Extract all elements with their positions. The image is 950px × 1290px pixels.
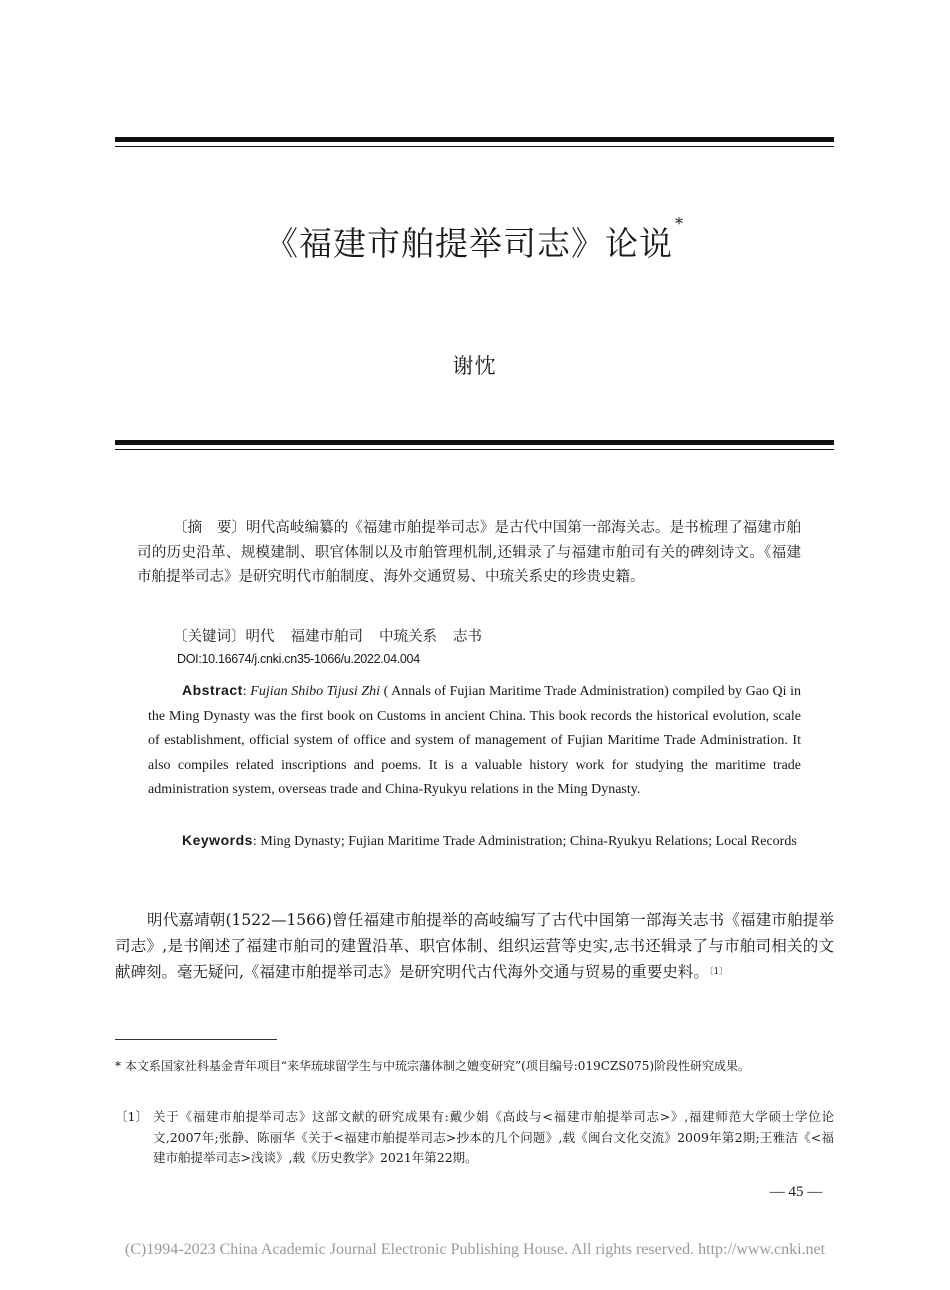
- keywords-en-text: Ming Dynasty; Fujian Maritime Trade Administration; China-Ryukyu Relations; Local Records: [260, 834, 797, 849]
- keywords-en: Keywords: Ming Dynasty; Fujian Maritime Trade Administration; China-Ryukyu Relations; Local Records: [182, 832, 797, 849]
- keyword-cn-item: 福建市舶司: [290, 629, 363, 645]
- divider-rule-thick: [115, 440, 834, 445]
- header-rule-thin: [115, 146, 834, 147]
- keyword-cn-item: 明代: [245, 629, 275, 645]
- footnote-ref-1[interactable]: 〔1〕: [708, 967, 729, 977]
- author-name: 谢忱: [452, 354, 497, 378]
- footnote-1-number: 〔1〕: [115, 1109, 148, 1124]
- keyword-cn-item: 中琉关系: [379, 629, 437, 645]
- header-rule-thick: [115, 137, 834, 142]
- doi-text[interactable]: DOI:10.16674/j.cnki.cn35-1066/u.2022.04.004: [177, 652, 420, 666]
- footnote-funding: * 本文系国家社科基金青年项目“来华琉球留学生与中琉宗藩体制之嬗变研究”(项目编号:019CZS075)阶段性研究成果。: [115, 1059, 751, 1073]
- article-title-text: 《福建市舶提举司志》论说: [265, 224, 673, 263]
- divider-rule-thin: [115, 449, 834, 450]
- keywords-en-label: Keywords: [182, 832, 253, 848]
- abstract-en-label: Abstract: [182, 682, 243, 698]
- abstract-cn: [137, 516, 801, 590]
- abstract-cn-label: 〔摘 要〕: [173, 520, 247, 536]
- keywords-cn: [173, 625, 482, 649]
- abstract-en-book-title: Fujian Shibo Tijusi Zhi: [250, 684, 381, 699]
- body-paragraph: [115, 907, 834, 985]
- copyright-watermark: (C)1994-2023 China Academic Journal Electronic Publishing House. All rights reserved. http://www.cnki.net: [124, 1241, 826, 1258]
- keywords-cn-label: 〔关键词〕: [173, 629, 246, 645]
- abstract-en: Abstract: Fujian Shibo Tijusi Zhi ( Annals of Fujian Maritime Trade Administration) compiled by Gao Qi in the Ming Dynasty was the first book on Customs in ancient China. This book records the historical evolution, scale of establishment, official system of office and system of management of Fujian Maritime Trade Administration. It also compiles related inscriptions and poems. It is a valuable history work for studying the maritime trade administration system, overseas trade and China-Ryukyu relations in the Ming Dynasty.: [148, 682, 802, 797]
- abstract-cn-text: 明代高岐编纂的《福建市舶提举司志》是古代中国第一部海关志。是书梳理了福建市舶司的历史沿革、规模建制、职官体制以及市舶管理机制,还辑录了与福建市舶司有关的碑刻诗文。《福建市舶提举司志》是研究明代市舶制度、海外交通贸易、中琉关系史的珍贵史籍。: [137, 520, 802, 585]
- article-title: [115, 214, 834, 265]
- abstract-en-text: ( Annals of Fujian Maritime Trade Administration) compiled by Gao Qi in the Ming Dynasty was the first book on Customs in ancient China. This book records the historical evolution, scale of establishment, official system of office and system of management of Fujian Maritime Trade Administration. It also compiles related inscriptions and poems. It is a valuable history work for studying the maritime trade administration system, overseas trade and China-Ryukyu relations in the Ming Dynasty.: [148, 684, 802, 797]
- title-footnote-marker[interactable]: *: [675, 214, 684, 233]
- body-paragraph-text: 明代嘉靖朝(1522—1566)曾任福建市舶提举的高岐编写了古代中国第一部海关志书《福建市舶提举司志》,是书阐述了福建市舶司的建置沿革、职官体制、组织运营等史实,志书还辑录了与市舶司相关的文献碑刻。毫无疑问,《福建市舶提举司志》是研究明代古代海外交通与贸易的重要史料。: [115, 911, 834, 981]
- footnote-1: [115, 1107, 834, 1169]
- footnote-1-text: 关于《福建市舶提举司志》这部文献的研究成果有:戴少娟《高歧与<福建市舶提举司志>》,福建师范大学硕士学位论文,2007年;张静、陈丽华《关于<福建市舶提举司志>抄本的几个问题》,载《闽台文化交流》2009年第2期;王雅洁《<福建市舶提举司志>浅谈》,载《历史教学》2021年第22期。: [153, 1109, 834, 1165]
- footnote-separator: [115, 1039, 277, 1040]
- keyword-cn-item: 志书: [453, 629, 482, 645]
- page-number: — 45 —: [769, 1184, 823, 1200]
